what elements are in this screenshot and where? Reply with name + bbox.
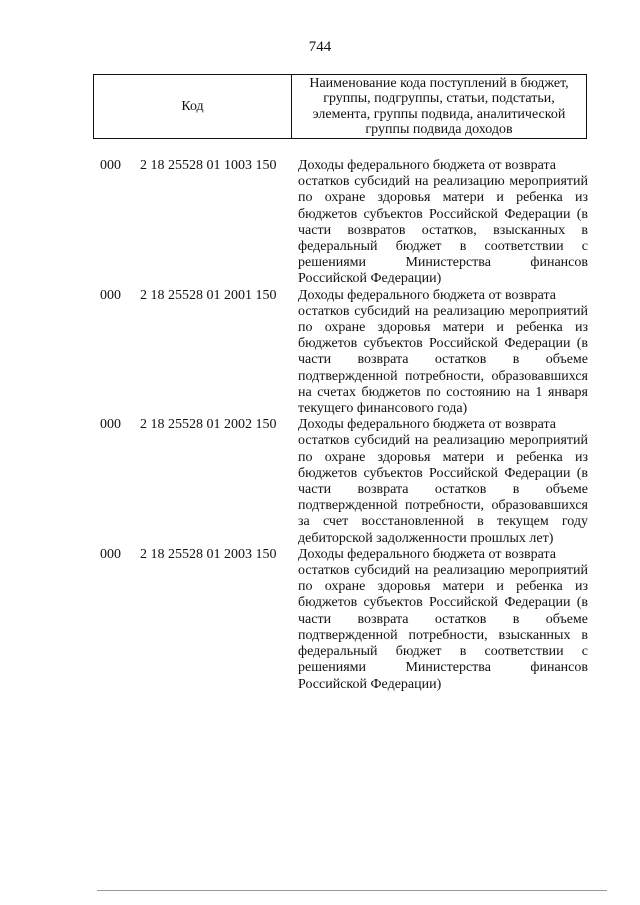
revenue-code: 2 18 25528 01 2002 150 bbox=[140, 417, 277, 433]
revenue-code: 2 18 25528 01 2001 150 bbox=[140, 287, 277, 303]
description-rest: остатков субсидий на реализацию мероприятий по охране здоровья матери и ребенка из бюджетов субъектов Российской Федерации (в части возврата остатков в объеме подтвержденной потребности, образовавшихся за счет восстановленной в текущем году дебиторской задолженности прошлых лет) bbox=[298, 433, 588, 546]
revenue-code: 2 18 25528 01 1003 150 bbox=[140, 158, 277, 173]
table-row bbox=[100, 547, 592, 693]
revenue-description bbox=[298, 417, 588, 547]
table-row bbox=[100, 158, 592, 288]
admin-code: 000 bbox=[100, 417, 121, 433]
table-header bbox=[93, 74, 587, 139]
description-first-line: Доходы федерального бюджета от возврата bbox=[298, 417, 556, 433]
table-row bbox=[100, 417, 592, 547]
description-first-line: Доходы федерального бюджета от возврата bbox=[298, 287, 556, 303]
revenue-code: 2 18 25528 01 2003 150 bbox=[140, 546, 277, 562]
header-name-column: Наименование кода поступлений в бюджет, группы, подгруппы, статьи, подстатьи, элемента, группы подвида, аналитической группы подвида доходов bbox=[309, 75, 569, 137]
description-rest: остатков субсидий на реализацию мероприятий по охране здоровья матери и ребенка из бюджетов субъектов Российской Федерации (в части возвратов остатков, взысканных в федеральный бюджет в соответствии с решениями Министерства финансов Российской Федерации) bbox=[298, 174, 588, 287]
table-row bbox=[100, 288, 592, 418]
scan-edge-line bbox=[97, 890, 607, 891]
description-rest: остатков субсидий на реализацию мероприятий по охране здоровья матери и ребенка из бюджетов субъектов Российской Федерации (в части возврата остатков в объеме подтвержденной потребности, образовавшихся на счетах бюджетов по состоянию на 1 января текущего финансового года) bbox=[298, 303, 588, 417]
admin-code: 000 bbox=[100, 546, 121, 562]
description-first-line: Доходы федерального бюджета от возврата bbox=[298, 546, 556, 562]
page-number: 744 bbox=[308, 39, 332, 55]
description-first-line: Доходы федерального бюджета от возврата bbox=[298, 158, 556, 173]
table-body bbox=[100, 158, 592, 693]
header-code-column: Код bbox=[94, 75, 292, 138]
revenue-description bbox=[298, 547, 588, 693]
revenue-description bbox=[298, 158, 588, 288]
revenue-description bbox=[298, 288, 588, 418]
admin-code: 000 bbox=[100, 287, 121, 303]
admin-code: 000 bbox=[100, 158, 121, 173]
description-rest: остатков субсидий на реализацию мероприятий по охране здоровья матери и ребенка из бюджетов субъектов Российской Федерации (в части возврата остатков в объеме подтвержденной потребности, взысканных в федеральный бюджет в соответствии с решениями Министерства финансов Российской Федерации) bbox=[298, 563, 588, 692]
